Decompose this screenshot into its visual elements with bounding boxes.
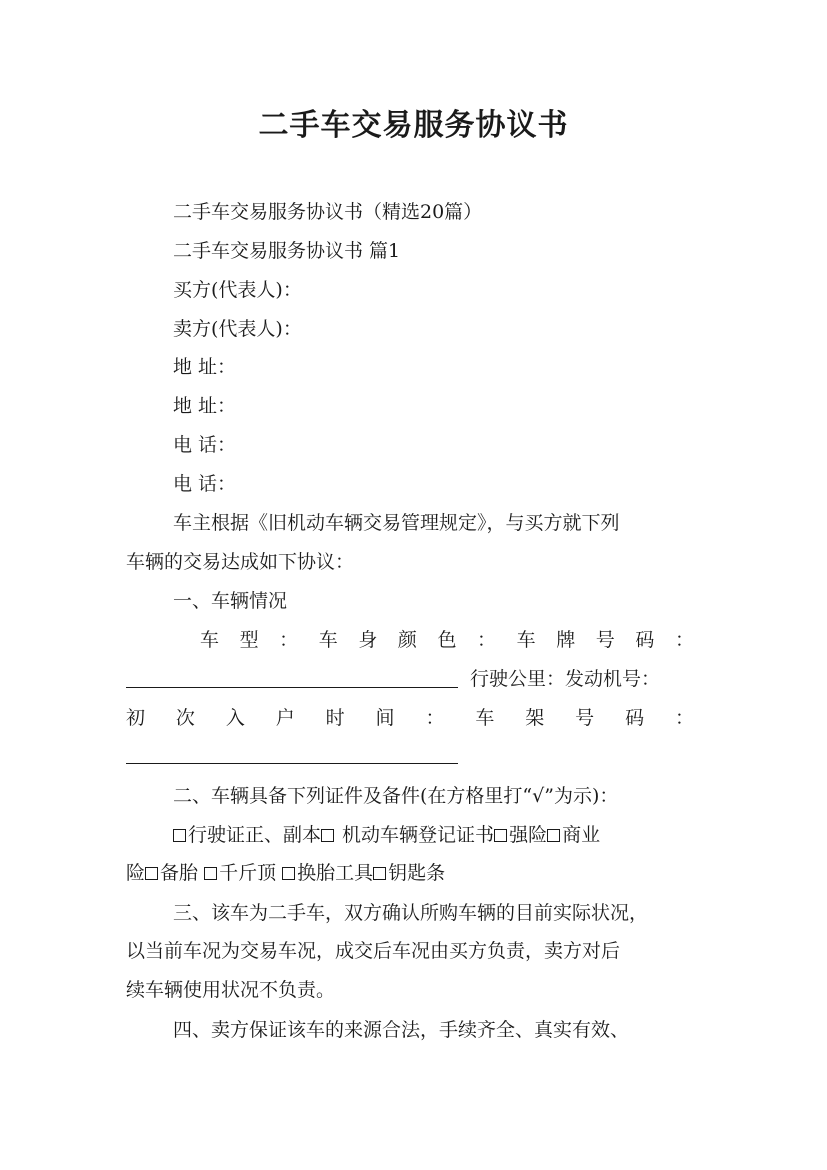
checkbox-label: 险 — [126, 862, 146, 884]
vehicle-row-1 — [200, 627, 694, 653]
documents-line-1 — [173, 822, 600, 848]
checkbox[interactable] — [173, 829, 186, 842]
vehicle-row-3-char: 次 — [175, 707, 195, 729]
heading-vehicle-info: 一、车辆情况 — [173, 590, 288, 612]
checkbox-label: 机动车辆登记证书 — [336, 824, 495, 846]
vehicle-row-1-char: 车 — [200, 629, 220, 651]
checkbox[interactable] — [373, 867, 386, 880]
vehicle-row-1-char: ： — [279, 629, 299, 651]
vehicle-row-3-char: 架 — [525, 707, 545, 729]
phone-field-2: 电 话： — [173, 473, 237, 495]
vehicle-row-1-char: 码 — [635, 629, 655, 651]
documents-line-2 — [126, 860, 445, 886]
vehicle-row-1-char: ： — [674, 629, 694, 651]
vehicle-row-3-char: 车 — [475, 707, 495, 729]
vehicle-row-3-char: ： — [674, 707, 694, 729]
address-field-2: 地 址： — [173, 395, 237, 417]
buyer-field: 买方(代表人)： — [173, 279, 302, 301]
checkbox-label: 强险 — [509, 824, 548, 846]
vehicle-row-3-char: 入 — [225, 707, 245, 729]
checkbox[interactable] — [204, 867, 217, 880]
checkbox-label: 换胎工具 — [297, 862, 374, 884]
checkbox[interactable] — [145, 867, 158, 880]
checkbox[interactable] — [494, 829, 507, 842]
vehicle-row-1-char: ： — [477, 629, 497, 651]
vehicle-row-3-char: 初 — [126, 707, 146, 729]
vehicle-row-1-char: 牌 — [556, 629, 576, 651]
checkbox-label: 行驶证正、副本 — [188, 824, 322, 846]
checkbox[interactable] — [282, 867, 295, 880]
vehicle-row-1-char: 车 — [318, 629, 338, 651]
vehicle-row-3-char: 间 — [375, 707, 395, 729]
vehicle-row-1-char: 号 — [595, 629, 615, 651]
subtitle: 二手车交易服务协议书（精选20篇） — [173, 201, 483, 223]
checkbox-label: 商业 — [562, 824, 601, 846]
phone-field-1: 电 话： — [173, 434, 237, 456]
seller-field: 卖方(代表人)： — [173, 318, 302, 340]
clause-4-line-1: 四、卖方保证该车的来源合法，手续齐全、真实有效、 — [173, 1019, 630, 1041]
vehicle-row-2-text: 行驶公里：发动机号： — [470, 668, 661, 690]
clause-3-line-3: 续车辆使用状况不负责。 — [126, 979, 336, 1001]
vehicle-row-3-char: 码 — [625, 707, 645, 729]
address-field-1: 地 址： — [173, 356, 237, 378]
checkbox[interactable] — [547, 829, 560, 842]
vehicle-row-3-char: 户 — [275, 707, 295, 729]
intro-line-1: 车主根据《旧机动车辆交易管理规定》，与买方就下列 — [173, 512, 620, 534]
clause-3-line-2: 以当前车况为交易车况，成交后车况由买方负责，卖方对后 — [126, 940, 621, 962]
vehicle-row-1-char: 型 — [239, 629, 259, 651]
vehicle-row-3-char: 时 — [325, 707, 345, 729]
checkbox-label: 钥匙条 — [388, 862, 446, 884]
section-title: 二手车交易服务协议书 篇1 — [173, 240, 401, 262]
blank-underline — [126, 763, 458, 764]
vehicle-row-1-char: 色 — [437, 629, 457, 651]
heading-documents: 二、车辆具备下列证件及备件(在方格里打“√”为示)： — [173, 785, 619, 807]
vehicle-row-3 — [126, 705, 694, 731]
vehicle-row-1-char: 车 — [516, 629, 536, 651]
vehicle-row-3-char: 号 — [575, 707, 595, 729]
checkbox-label: 千斤顶 — [219, 862, 283, 884]
blank-underline — [126, 687, 458, 688]
intro-line-2: 车辆的交易达成如下协议： — [126, 551, 355, 573]
vehicle-row-3-char: ： — [425, 707, 445, 729]
checkbox[interactable] — [321, 829, 334, 842]
checkbox-label: 备胎 — [160, 862, 205, 884]
vehicle-row-1-char: 身 — [358, 629, 378, 651]
vehicle-row-1-char: 颜 — [397, 629, 417, 651]
document-title: 二手车交易服务协议书 — [258, 108, 569, 143]
clause-3-line-1: 三、该车为二手车，双方确认所购车辆的目前实际状况， — [173, 902, 649, 924]
